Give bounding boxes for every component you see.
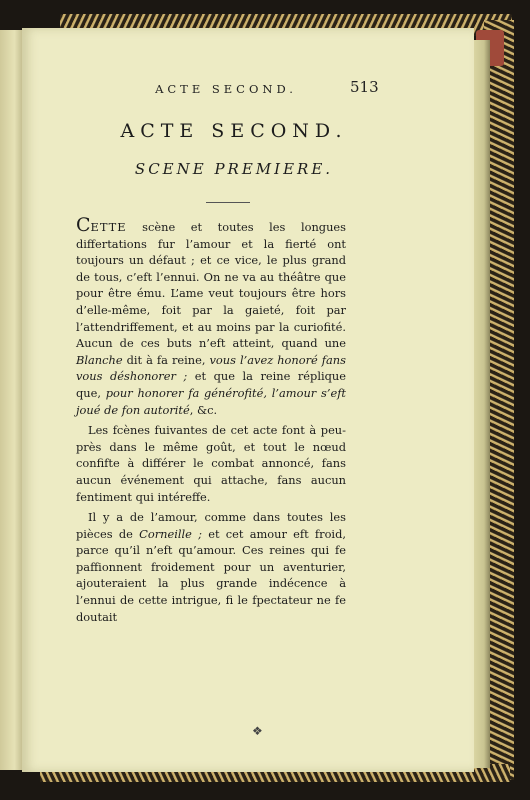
title-rule: [206, 202, 250, 203]
text-run: et cet amour eft froid, parce qu’il n’eft qu’amour. Ces reines qui fe paffionnent froidement pour un aventurier, ajouteraient la plus grande indécence à l’ennui de cette intrigue, fi le fpectateur ne fe doutait: [76, 526, 346, 624]
left-page-edge: [0, 30, 24, 770]
text-run: Il y a de l’amour, comme dans toutes les pièces de: [76, 510, 346, 541]
paragraph: [76, 509, 346, 625]
body-text: [76, 214, 346, 629]
ornament-icon: ❖: [252, 724, 263, 738]
scene-title: SCENE PREMIERE.: [134, 160, 334, 178]
text-run: Les fcènes fuivantes de cet acte font à peu-près dans le même goût, et tout le nœud confifte à différer le combat annoncé, fans aucun événement qui attache, fans aucun fentiment qui intéreffe.: [76, 423, 346, 504]
text-run: , &c.: [189, 402, 218, 417]
text-run: dit à fa reine,: [122, 352, 210, 367]
italic-text: Blanche: [76, 352, 123, 367]
text-run: et que la reine réplique que,: [76, 369, 346, 400]
italic-text: pour honorer fa générofité, l’amour s’eft joué de fon autorité: [76, 385, 346, 417]
page-number: 513: [350, 78, 379, 96]
italic-text: Corneille ;: [139, 526, 202, 541]
italic-text: vous l’avez honoré fans vous déshonorer ;: [76, 352, 346, 384]
text-run: scène et toutes les longues differtations fur l’amour et la fierté ont toujours un défaut ; et ce vice, le plus grand de tous, c’eft l’ennui. On ne va au théâtre que pour être ému. L’ame veut toujours être hors d’elle-même, foit par la gaieté, foit par l’attendriffement, et au moins par la curiofité. Aucun de ces buts n’eft atteint, quand une: [76, 220, 346, 351]
act-title: ACTE SECOND.: [120, 120, 348, 142]
running-head: ACTE SECOND.: [155, 82, 297, 96]
drop-cap: C: [76, 214, 91, 236]
paragraph: [76, 214, 346, 418]
small-caps-text: ETTE: [90, 220, 127, 234]
paragraph: [76, 422, 346, 505]
